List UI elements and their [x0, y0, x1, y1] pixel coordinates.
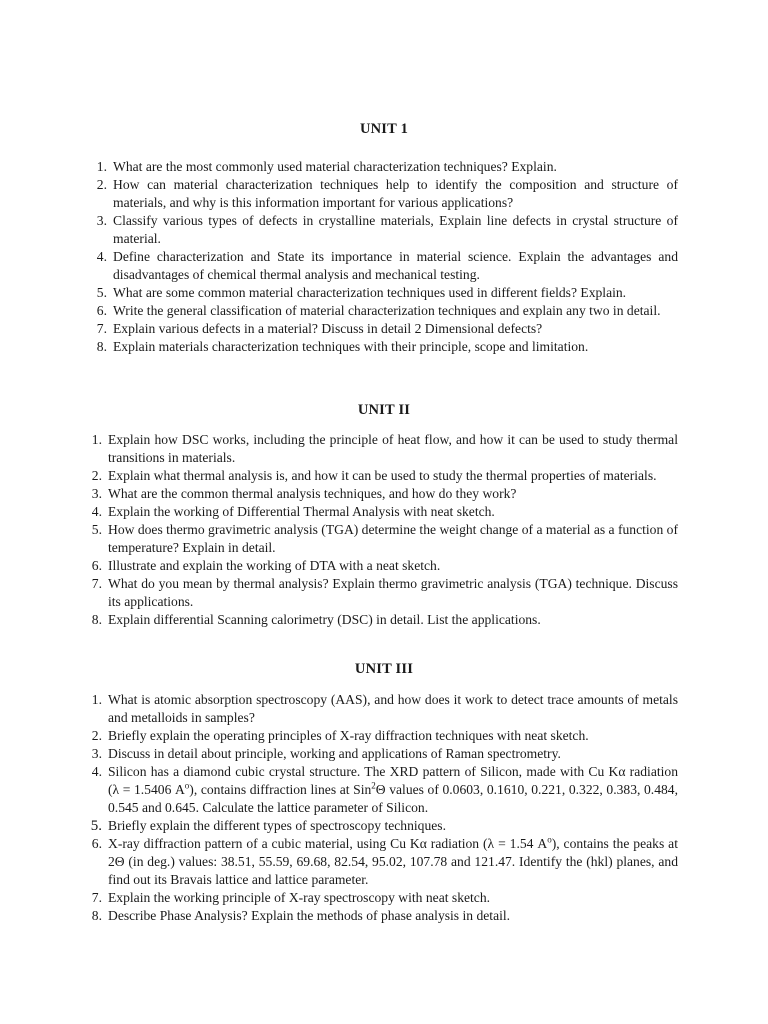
question-text: Explain what thermal analysis is, and how it can be used to study the thermal properties of materials. — [108, 468, 657, 483]
question-number: 2. — [96, 177, 107, 192]
question-number: 8. — [96, 339, 107, 354]
unit-2-question-list — [91, 431, 678, 629]
question-number: 6. — [91, 558, 102, 573]
question-number: 6. — [96, 303, 107, 318]
question-number: 7. — [91, 890, 102, 905]
question-text: Briefly explain the different types of spectroscopy techniques. — [108, 818, 446, 833]
question-item — [91, 889, 678, 907]
question-text: How does thermo gravimetric analysis (TGA) determine the weight change of a material as a function of temperature? Explain in detail. — [108, 522, 678, 555]
question-text-part: ), contains diffraction lines at Sin — [189, 782, 372, 797]
question-text-part: X-ray diffraction pattern of a cubic material, using Cu Kα radiation (λ = 1.54 A — [108, 836, 548, 851]
question-item — [91, 557, 678, 575]
question-text: Write the general classification of material characterization techniques and explain any two in detail. — [113, 303, 661, 318]
question-text: Define characterization and State its importance in material science. Explain the advantages and disadvantages of chemical thermal analysis and mechanical testing. — [113, 249, 678, 282]
superscript-two: 2 — [371, 780, 376, 791]
question-number: 7. — [91, 576, 102, 591]
question-text: What are the most commonly used material characterization techniques? Explain. — [113, 159, 557, 174]
superscript-degree: o — [547, 834, 552, 845]
question-number: 5. — [96, 285, 107, 300]
unit-3-question-list — [90, 691, 678, 925]
question-item — [91, 503, 678, 521]
superscript-degree: o — [184, 780, 190, 791]
question-text-part: ), contains the peaks at 2Θ (in deg.) values: 38.51, 55.59, 69.68, 82.54, 95.02, 107.78 and 121.47. Identify the (hkl) planes, and find out its Bravais lattice and lattice parameter. — [108, 836, 678, 887]
question-number: 5. — [90, 818, 102, 834]
question-text: What is atomic absorption spectroscopy (AAS), and how does it work to detect trace amounts of metals and metalloids in samples? — [108, 692, 678, 725]
question-text: Explain various defects in a material? Discuss in detail 2 Dimensional defects? — [113, 321, 543, 336]
question-item — [90, 817, 678, 835]
question-item — [91, 691, 678, 727]
question-number: 3. — [91, 746, 102, 761]
question-number: 6. — [91, 836, 102, 851]
question-text: What do you mean by thermal analysis? Explain thermo gravimetric analysis (TGA) technique. Discuss its applications. — [108, 576, 678, 609]
question-item — [96, 284, 678, 302]
question-item — [96, 320, 678, 338]
question-number: 7. — [96, 321, 107, 336]
question-number: 1. — [96, 159, 107, 174]
question-number: 3. — [96, 213, 107, 228]
question-number: 8. — [91, 908, 102, 923]
question-item — [96, 338, 678, 356]
question-text: How can material characterization techniques help to identify the composition and structure of materials, and why is this information important for various applications? — [113, 177, 678, 210]
question-number: 3. — [91, 486, 102, 501]
question-number: 2. — [91, 728, 102, 743]
question-number: 1. — [91, 432, 102, 447]
question-item — [96, 248, 678, 284]
question-item — [91, 745, 678, 763]
question-item — [91, 727, 678, 745]
question-item — [91, 521, 678, 557]
question-number: 4. — [91, 504, 102, 519]
question-item — [96, 176, 678, 212]
question-text: Classify various types of defects in crystalline materials, Explain line defects in crystal structure of material. — [113, 213, 678, 246]
question-text: Explain the working principle of X-ray spectroscopy with neat sketch. — [108, 890, 491, 905]
question-number: 4. — [96, 249, 107, 264]
question-text: Describe Phase Analysis? Explain the methods of phase analysis in detail. — [108, 908, 511, 923]
unit-1-question-list — [96, 158, 678, 356]
question-number: 2. — [91, 468, 102, 483]
question-text: Explain how DSC works, including the principle of heat flow, and how it can be used to study thermal transitions in materials. — [108, 432, 678, 465]
question-text: Briefly explain the operating principles of X-ray diffraction techniques with neat sketch. — [108, 728, 589, 743]
question-text: Illustrate and explain the working of DTA with a neat sketch. — [108, 558, 441, 573]
question-item — [96, 158, 678, 176]
unit-1-heading: UNIT 1 — [359, 121, 409, 137]
question-text: What are the common thermal analysis techniques, and how do they work? — [108, 486, 517, 501]
question-text: Explain materials characterization techniques with their principle, scope and limitation. — [113, 339, 589, 354]
question-number: 1. — [91, 692, 102, 707]
question-text: Explain the working of Differential Thermal Analysis with neat sketch. — [108, 504, 495, 519]
unit-2-heading: UNIT II — [357, 402, 411, 418]
question-item — [91, 575, 678, 611]
question-item — [91, 834, 678, 889]
unit-3-heading: UNIT III — [354, 661, 414, 677]
question-text: What are some common material characterization techniques used in different fields? Explain. — [113, 285, 627, 300]
question-item — [96, 212, 678, 248]
question-text: Discuss in detail about principle, working and applications of Raman spectrometry. — [108, 746, 561, 761]
question-item — [91, 611, 678, 629]
question-item — [91, 763, 678, 817]
question-item — [91, 467, 678, 485]
question-item — [91, 907, 678, 925]
question-item — [91, 485, 678, 503]
question-number: 5. — [91, 522, 102, 537]
question-text: Explain differential Scanning calorimetry (DSC) in detail. List the applications. — [108, 612, 541, 627]
question-text-part: Silicon has a diamond cubic crystal structure. The XRD pattern of Silicon, made with Cu Kα radiation (λ = 1.5406 A — [108, 764, 678, 797]
question-item — [91, 431, 678, 467]
question-number: 4. — [91, 764, 102, 779]
question-text-part: Θ values of 0.0603, 0.1610, 0.221, 0.322, 0.383, 0.484, 0.545 and 0.645. Calculate the lattice parameter of Silicon. — [108, 782, 678, 815]
question-number: 8. — [91, 612, 102, 627]
question-item — [96, 302, 678, 320]
